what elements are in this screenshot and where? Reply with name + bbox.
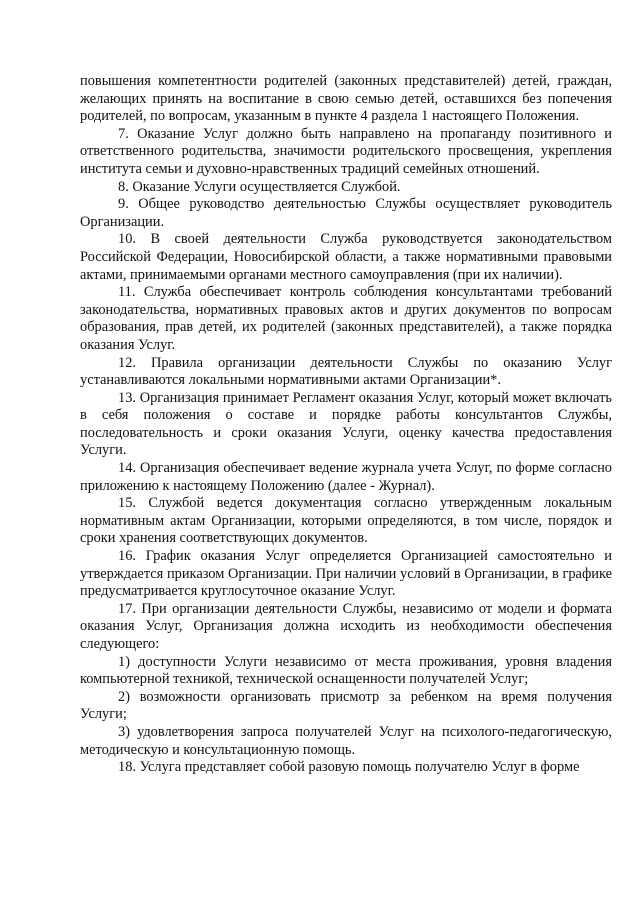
list-item-3: 3) удовлетворения запроса получателей Услуг на психолого-педагогическую, методическую и консультационную помощь. [80,723,612,758]
paragraph-10: 10. В своей деятельности Служба руководствуется законодательством Российской Федерации, Новосибирской области, а также нормативными правовыми актами, принимаемыми органами местного самоуправления (при их наличии). [80,231,612,283]
paragraph-16: 16. График оказания Услуг определяется Организацией самостоятельно и утверждается приказом Организации. При наличии условий в Организации, в графике предусматривается круглосуточное оказание Услуг. [80,548,612,600]
paragraph-18: 18. Услуга представляет собой разовую помощь получателю Услуг в форме [118,759,580,776]
list-item-1: 1) доступности Услуги независимо от места проживания, уровня владения компьютерной техникой, технической оснащенности получателей Услуг; [80,653,612,688]
list-item-2: 2) возможности организовать присмотр за ребенком на время получения Услуги; [80,688,612,723]
paragraph-8: 8. Оказание Услуги осуществляется Службой. [118,178,401,195]
paragraph-17: 17. При организации деятельности Службы, независимо от модели и формата оказания Услуг, Организация должна исходить из необходимости обеспечения следующего: [80,600,612,652]
paragraph-7: 7. Оказание Услуг должно быть направлено на пропаганду позитивного и ответственного родительства, значимости родительского просвещения, укрепления института семьи и духовно-нравственных традиций семейных отношений. [80,125,612,177]
paragraph-13: 13. Организация принимает Регламент оказания Услуг, который может включать в себя положения о составе и порядке работы консультантов Службы, последовательность и сроки оказания Услуги, оценку качества предоставления Услуги. [80,389,612,459]
paragraph-11: 11. Служба обеспечивает контроль соблюдения консультантами требований законодательства, нормативных правовых актов и других документов по вопросам образования, прав детей, их родителей (законных представителей), а также порядка оказания Услуг. [80,284,612,353]
paragraph-14: 14. Организация обеспечивает ведение журнала учета Услуг, по форме согласно приложению к настоящему Положению (далее - Журнал). [80,460,612,494]
paragraph: повышения компетентности родителей (законных представителей) детей, граждан, желающих принять на воспитание в свою семью детей, оставшихся без попечения родителей, по вопросам, указанным в пункте 4 раздела 1 настоящего Положения. [80,73,612,125]
paragraph-15: 15. Службой ведется документация согласно утвержденным локальным нормативным актам Организации, которыми определяются, в том числе, порядок и сроки хранения соответствующих документов. [80,495,612,547]
document-page [80,73,612,777]
paragraph-12: 12. Правила организации деятельности Службы по оказанию Услуг устанавливаются локальными нормативными актами Организации*. [80,354,612,389]
paragraph-9: 9. Общее руководство деятельностью Службы осуществляет руководитель Организации. [80,196,612,230]
